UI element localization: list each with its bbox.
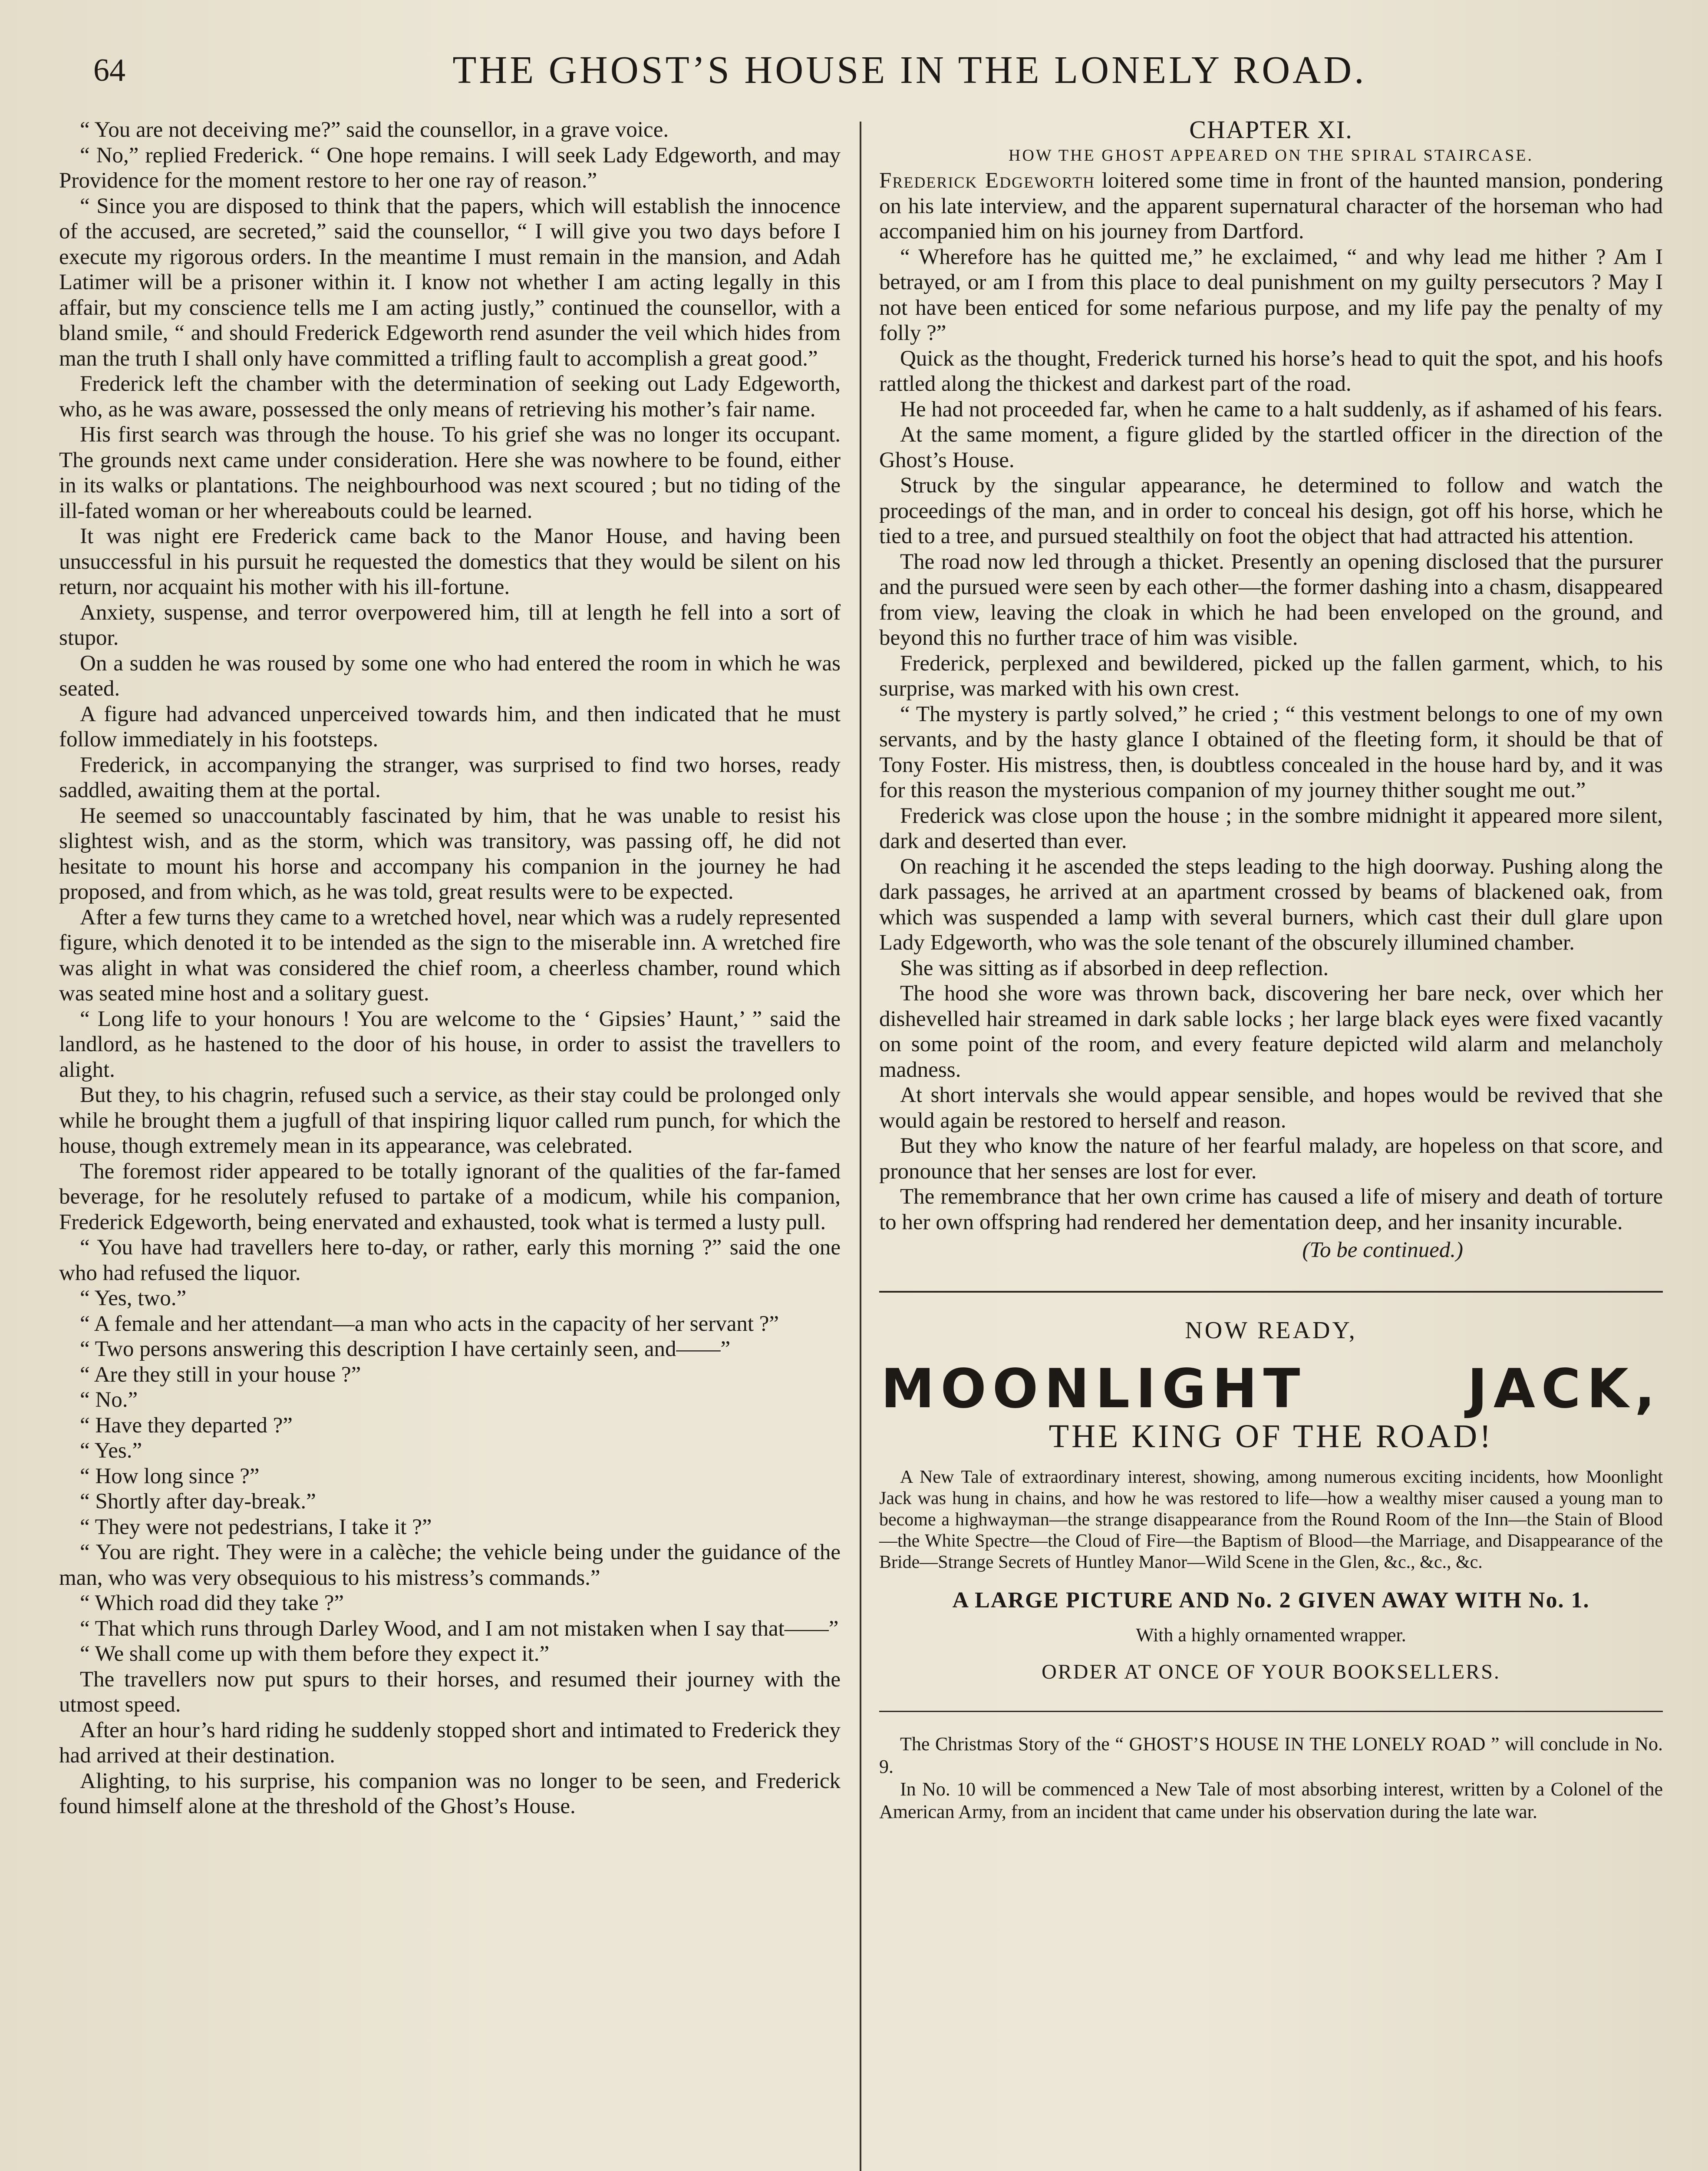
running-title: THE GHOST’S HOUSE IN THE LONELY ROAD. (452, 49, 1367, 92)
ad-subtitle: THE KING OF THE ROAD! (1049, 1418, 1494, 1455)
left-column (59, 117, 841, 2171)
chapter-paragraph: The hood she wore was thrown back, discovering her bare neck, over which her dishevelled hair streamed in dark sable locks ; her large black eyes were fixed vacantly on some point of the room, and every feature depicted wild alarm and melancholy madness. (879, 981, 1663, 1082)
chapter-paragraph: The remembrance that her own crime has caused a life of misery and death of torture to her own offspring had rendered her dementation deep, and her insanity incurable. (879, 1184, 1663, 1234)
left-paragraph: “ No.” (80, 1388, 138, 1412)
chapter-paragraph: The road now led through a thicket. Presently an opening disclosed that the pursurer and the pursued were seen by each other—the former dashing into a chasm, disappeared from view, leaving the cloak in which he had been enveloped on the ground, and beyond this no further trace of him was visible. (879, 549, 1663, 650)
ad-title-word-1: MOONLIGHT (881, 1358, 1306, 1420)
left-paragraph: Frederick left the chamber with the determination of seeking out Lady Edgeworth, who, as he was aware, possessed the only means of retrieving his mother’s fair name. (59, 372, 841, 422)
chapter-paragraph: At short intervals she would appear sensible, and hopes would be revived that she would again be restored to herself and reason. (879, 1083, 1663, 1133)
notice-christmas-story: The Christmas Story of the “ GHOST’S HOUSE IN THE LONELY ROAD ” will conclude in No. 9. (879, 1733, 1663, 1777)
left-paragraph: “ You have had travellers here to-day, or rather, early this morning ?” said the one who had refused the liquor. (59, 1235, 841, 1285)
left-paragraph: “ Long life to your honours ! You are welcome to the ‘ Gipsies’ Haunt,’ ” said the landlord, as he hastened to the door of his house, in order to assist the travellers to alight. (59, 1006, 841, 1082)
to-be-continued: (To be continued.) (1302, 1238, 1463, 1262)
left-paragraph: “ Yes.” (80, 1439, 142, 1463)
left-paragraph: On a sudden he was roused by some one who had entered the room in which he was seated. (59, 651, 841, 701)
chapter-paragraph: He had not proceeded far, when he came to a halt suddenly, as if ashamed of his fears. (900, 397, 1663, 422)
chapter-body (879, 244, 1663, 1235)
left-paragraph: A figure had advanced unperceived towards him, and then indicated that he must follow immediately in his footsteps. (59, 702, 841, 752)
chapter-paragraph: Frederick was close upon the house ; in the sombre midnight it appeared more silent, dark and deserted than ever. (879, 803, 1663, 853)
left-paragraph: It was night ere Frederick came back to the Manor House, and having been unsuccessful in his pursuit he requested the domestics that they would be silent on his return, nor acquaint his mother with his ill-fortune. (59, 524, 841, 599)
right-column (879, 117, 1663, 2171)
ad-wrapper-note: With a highly ornamented wrapper. (1136, 1624, 1406, 1646)
ad-title-word-2: JACK, (1467, 1358, 1661, 1420)
left-paragraph: “ Are they still in your house ?” (80, 1362, 361, 1387)
left-paragraph: After a few turns they came to a wretched hovel, near which was a rudely represented figure, which denoted it to be intended as the sign to the miserable inn. A wretched fire was alight in what was considered the chief room, a cheerless chamber, round which was seated mine host and a solitary guest. (59, 905, 841, 1006)
ad-title (879, 1359, 1663, 1419)
notice-new-tale: In No. 10 will be commenced a New Tale of most absorbing interest, written by a Colonel of the American Army, from an incident that came under his observation during the late war. (879, 1778, 1663, 1822)
chapter-paragraph: At the same moment, a figure glided by the startled officer in the direction of the Ghost’s House. (879, 422, 1663, 472)
chapter-paragraph: Struck by the singular appearance, he determined to follow and watch the proceedings of the man, and in order to conceal his design, got off his horse, which he tied to a tree, and pursued stealthily on foot the object that had attracted his attention. (879, 473, 1663, 548)
left-paragraph: “ That which runs through Darley Wood, and I am not mistaken when I say that——” (80, 1616, 839, 1641)
ad-giveaway: A LARGE PICTURE AND No. 2 GIVEN AWAY WITH No. 1. (952, 1587, 1590, 1613)
chapter-paragraph: But they who know the nature of her fearful malady, are hopeless on that score, and pronounce that her senses are lost for ever. (879, 1134, 1663, 1184)
left-paragraph: “ Shortly after day-break.” (80, 1489, 316, 1514)
chapter-paragraph: She was sitting as if absorbed in deep reflection. (900, 956, 1329, 980)
left-paragraph: “ You are right. They were in a calèche; the vehicle being under the guidance of the man, who was very obsequious to his mistress’s commands.” (59, 1540, 841, 1590)
chapter-subheading: HOW THE GHOST APPEARED ON THE SPIRAL STAIRCASE. (1009, 146, 1533, 165)
chapter-paragraph: “ Wherefore has he quitted me,” he exclaimed, “ and why lead me hither ? Am I betrayed, or am I from this place to deal punishment on my guilty persecutors ? May I not have been enticed for some nefarious purpose, and my life pay the penalty of my folly ?” (879, 244, 1663, 345)
left-paragraph: Alighting, to his surprise, his companion was no longer to be seen, and Frederick found himself alone at the threshold of the Ghost’s House. (59, 1768, 841, 1818)
left-paragraph: “ A female and her attendant—a man who acts in the capacity of her servant ?” (80, 1311, 779, 1336)
left-paragraph: “ Which road did they take ?” (80, 1591, 344, 1615)
chapter-paragraph: “ The mystery is partly solved,” he cried ; “ this vestment belongs to one of my own servants, and by the hasty glance I obtained of the fleeting form, it should be that of Tony Foster. His mistress, then, is doubtless concealed in the house hard by, and it was for this reason the mysterious companion of my journey thither sought me out.” (879, 702, 1663, 802)
section-rule (879, 1291, 1663, 1293)
left-paragraph: “ Two persons answering this description I have certainly seen, and——” (80, 1337, 731, 1361)
chapter-lead-paragraph (879, 168, 1663, 244)
left-paragraph: He seemed so unaccountably fascinated by him, that he was unable to resist his slightest wish, and as the storm, which was transitory, was passing off, he did not hesitate to mount his horse and accompany his companion in the journey he had proposed, and from which, as he was told, great results were to be expected. (59, 803, 841, 904)
left-paragraph: His first search was through the house. To his grief she was no longer its occupant. The grounds next came under consideration. Here she was nowhere to be found, either in its walks or plantations. The neighbourhood was next scoured ; but no tiding of the ill-fated woman or her whereabouts could be learned. (59, 422, 841, 523)
left-paragraph: “ You are not deceiving me?” said the counsellor, in a grave voice. (80, 118, 669, 142)
left-paragraph: After an hour’s hard riding he suddenly stopped short and intimated to Frederick they had arrived at their destination. (59, 1718, 841, 1768)
column-divider (860, 122, 861, 2171)
lead-rest: loitered some time in front of the haunted mansion, pondering on his late interview, and the apparent supernatural character of the horseman who had accompanied him on his journey from Dartford. (879, 168, 1663, 244)
chapter-paragraph: On reaching it he ascended the steps leading to the high doorway. Pushing along the dark passages, he arrived at an apartment crossed by beams of blackened oak, from which was suspended a lamp with several burners, which cast their dull glare upon Lady Edgeworth, who was the sole tenant of the obscurely illumined chamber. (879, 854, 1663, 955)
left-paragraph: Frederick, in accompanying the stranger, was surprised to find two horses, ready saddled, awaiting them at the portal. (59, 752, 841, 802)
left-paragraph: “ We shall come up with them before they expect it.” (80, 1642, 550, 1666)
chapter-paragraph: Quick as the thought, Frederick turned his horse’s head to quit the spot, and his hoofs rattled along the thickest and darkest part of the road. (879, 346, 1663, 396)
advertisement (879, 1318, 1663, 1685)
left-paragraph: “ No,” replied Frederick. “ One hope remains. I will seek Lady Edgeworth, and may Providence for the moment restore to her one ray of reason.” (59, 143, 841, 193)
left-paragraph: The foremost rider appeared to be totally ignorant of the qualities of the far-famed beverage, for he resolutely refused to partake of a modicum, while his companion, Frederick Edgeworth, being enervated and exhausted, took what is termed a lusty pull. (59, 1159, 841, 1234)
lead-name: Frederick Edgeworth (879, 168, 1095, 193)
left-paragraph: “ They were not pedestrians, I take it ?” (80, 1514, 432, 1539)
left-paragraph: “ Have they departed ?” (80, 1413, 293, 1438)
chapter-paragraph: Frederick, perplexed and bewildered, picked up the fallen garment, which, to his surprise, was marked with his own crest. (879, 651, 1663, 701)
ad-order-line: ORDER AT ONCE OF YOUR BOOKSELLERS. (1042, 1660, 1500, 1683)
left-paragraph: Anxiety, suspense, and terror overpowered him, till at length he fell into a sort of stupor. (59, 600, 841, 650)
ad-description: A New Tale of extraordinary interest, showing, among numerous exciting incidents, how Moonlight Jack was hung in chains, and how he was restored to life—how a wealthy miser caused a young man to become a highwayman—the strange disappearance from the Round Room of the Inn—the Stain of Blood—the White Spectre—the Cloud of Fire—the Baptism of Blood—the Marriage, and Disappearance of the Bride—Strange Secrets of Huntley Manor—Wild Scene in the Glen, &c., &c., &c. (879, 1467, 1663, 1572)
notice-rule (879, 1711, 1663, 1712)
left-paragraph: “ How long since ?” (80, 1464, 260, 1488)
left-paragraph: “ Yes, two.” (80, 1286, 187, 1310)
left-paragraph: The travellers now put spurs to their horses, and resumed their journey with the utmost speed. (59, 1667, 841, 1717)
page-number: 64 (93, 53, 125, 88)
page-header (93, 48, 1674, 100)
ad-now-ready: NOW READY, (1185, 1316, 1357, 1344)
chapter-heading: CHAPTER XI. (1189, 115, 1353, 144)
left-paragraph: “ Since you are disposed to think that the papers, which will establish the innocence of the accused, are secreted,” said the counsellor, “ I will give you two days before I execute my rigorous orders. In the meantime I must remain in the mansion, and Adah Latimer will be a prisoner within it. I know not whether I am acting legally in this affair, but my conscience tells me I am acting justly,” continued the counsellor, with a bland smile, “ and should Frederick Edgeworth rend asunder the veil which hides from man the truth I shall only have committed a trifling fault to accomplish a great good.” (59, 194, 841, 371)
left-paragraph: But they, to his chagrin, refused such a service, as their stay could be prolonged only while he brought them a jugfull of that inspiring liquor called rum punch, for which the house, though extremely mean in its appearance, was celebrated. (59, 1083, 841, 1158)
